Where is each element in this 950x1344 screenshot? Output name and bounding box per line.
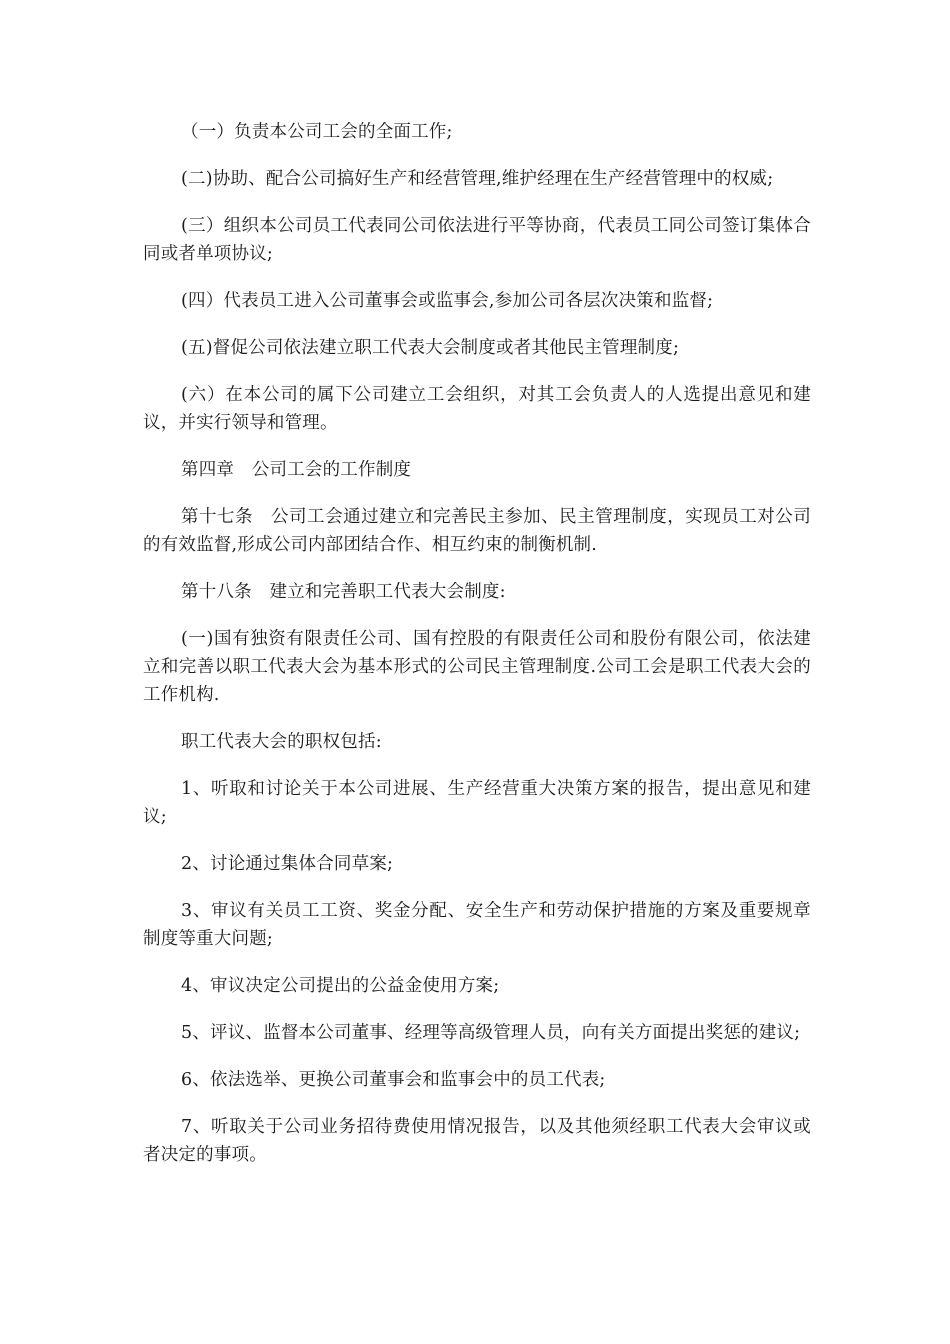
paragraph-2: (二)协助、配合公司搞好生产和经营管理,维护经理在生产经营管理中的权威;	[181, 169, 774, 189]
paragraph-1: （一）负责本公司工会的全面工作;	[181, 122, 453, 142]
paragraph-4: (四）代表员工进入公司董事会或监事会,参加公司各层次决策和监督;	[181, 291, 714, 311]
paragraph-10: (一)国有独资有限责任公司、国有控股的有限责任公司和股份有限公司，依法建立和完善以职工代表大会为基本形式的公司民主管理制度.公司工会是职工代表大会的工作机构.	[143, 629, 811, 705]
chapter-heading: 第四章 公司工会的工作制度	[181, 460, 412, 480]
paragraph-6: (六）在本公司的属下公司建立工会组织，对其工会负责人的人选提出意见和建议，并实行领导和管理。	[143, 385, 811, 433]
paragraph-5: (五)督促公司依法建立职工代表大会制度或者其他民主管理制度;	[181, 338, 680, 358]
power-item-1: 1、听取和讨论关于本公司进展、生产经营重大决策方案的报告，提出意见和建议;	[143, 779, 811, 827]
power-item-2: 2、讨论通过集体合同草案;	[181, 854, 394, 874]
power-item-3: 3、审议有关员工工资、奖金分配、安全生产和劳动保护措施的方案及重要规章制度等重大问题;	[143, 901, 811, 949]
power-item-4: 4、审议决定公司提出的公益金使用方案;	[181, 976, 500, 996]
power-item-7: 7、听取关于公司业务招待费使用情况报告，以及其他须经职工代表大会审议或者决定的事项。	[143, 1117, 811, 1165]
power-item-5: 5、评议、监督本公司董事、经理等高级管理人员，向有关方面提出奖惩的建议;	[181, 1023, 801, 1043]
power-item-6: 6、依法选举、更换公司董事会和监事会中的员工代表;	[181, 1070, 606, 1090]
article-17: 第十七条 公司工会通过建立和完善民主参加、民主管理制度，实现员工对公司的有效监督,形成公司内部团结合作、相互约束的制衡机制.	[143, 507, 811, 555]
article-18: 第十八条 建立和完善职工代表大会制度:	[181, 582, 506, 602]
paragraph-3: (三）组织本公司员工代表同公司依法进行平等协商，代表员工同公司签订集体合同或者单项协议;	[143, 216, 811, 264]
powers-intro: 职工代表大会的职权包括:	[181, 732, 382, 752]
document-body	[143, 118, 811, 1188]
